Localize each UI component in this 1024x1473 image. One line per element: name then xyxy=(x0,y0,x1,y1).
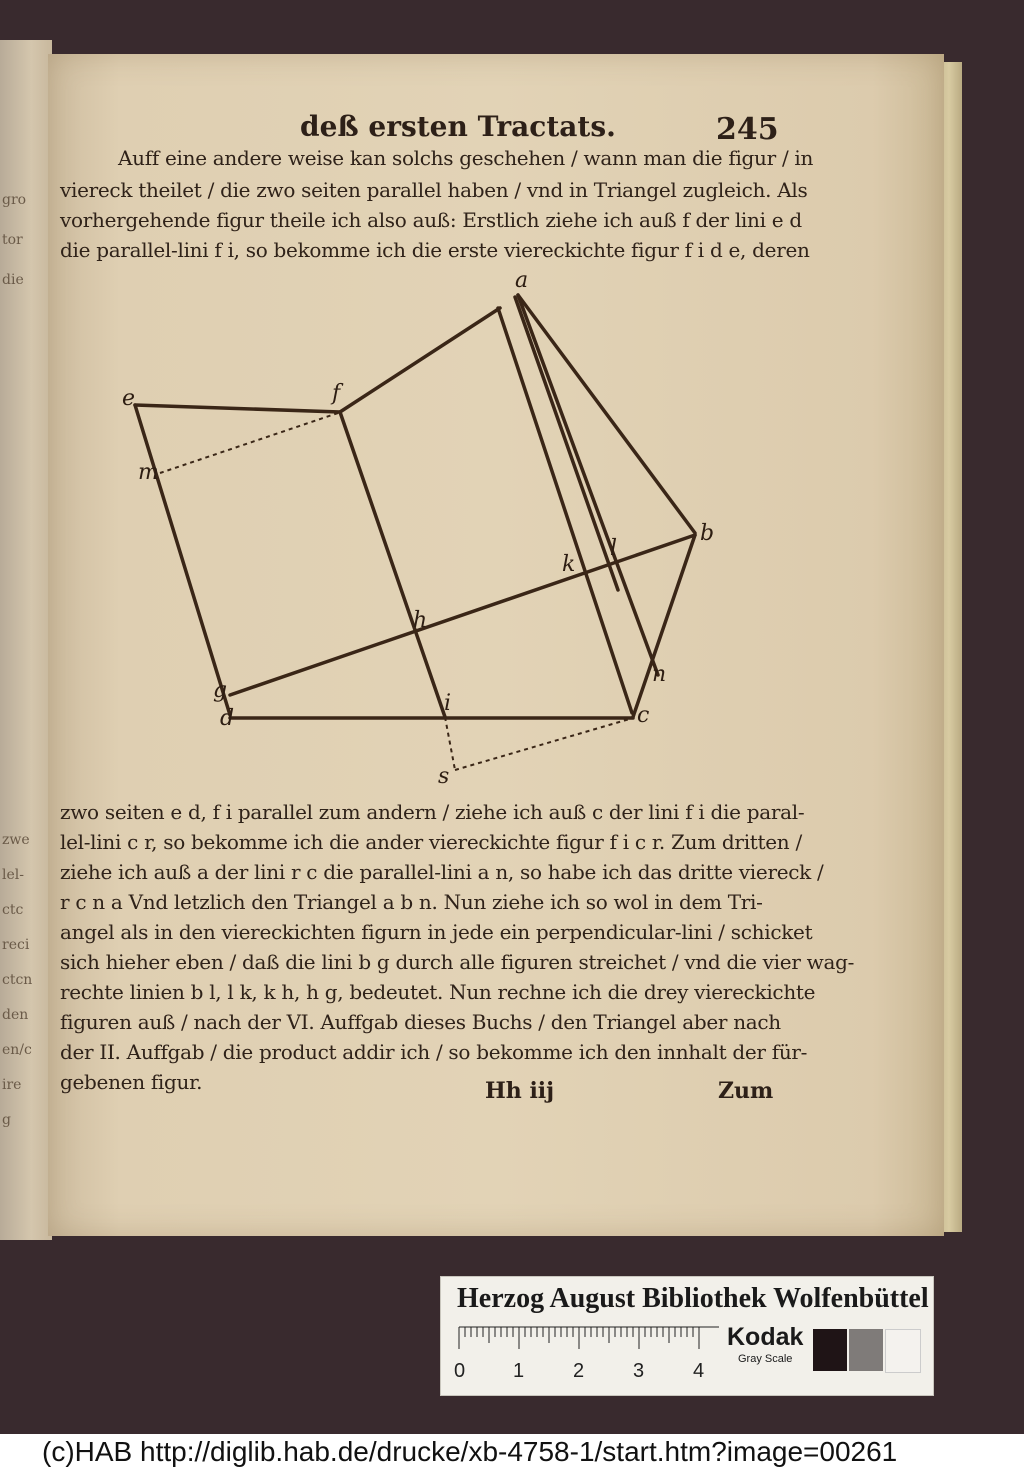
left-page-edge xyxy=(0,40,52,1240)
figure-label-i: i xyxy=(444,691,452,716)
figure-label-l: l xyxy=(610,536,618,561)
left-page-fragment: g xyxy=(2,1112,11,1128)
ruler-number: 1 xyxy=(513,1360,525,1382)
figure-label-g: g xyxy=(213,678,228,703)
figure-line-r-c xyxy=(498,308,632,713)
ruler-scale xyxy=(454,1325,725,1385)
figure-label-m: m xyxy=(138,460,159,485)
left-page-fragment: gro xyxy=(2,192,27,208)
text-line: figuren auß / nach der VI. Auffgab dieses Buchs / den Triangel aber nach xyxy=(60,1010,781,1034)
figure-label-a: a xyxy=(515,268,529,293)
catchword: Zum xyxy=(718,1078,774,1104)
text-line: r c n a Vnd letzlich den Triangel a b n. Nun ziehe ich so wol in dem Tri- xyxy=(60,890,763,914)
kodak-brand: Kodak xyxy=(727,1323,804,1351)
figure-label-f: f xyxy=(332,381,341,406)
figure-dashed-s-c xyxy=(455,718,633,770)
figure-line-a-n xyxy=(518,295,658,675)
copyright-footer xyxy=(0,1434,1024,1473)
left-page-fragment: tor xyxy=(2,232,23,248)
text-line: die parallel-lini f i, so bekomme ich die erste viereckichte figur f i d e, deren xyxy=(60,238,810,262)
gray-swatch-mid xyxy=(849,1329,883,1371)
left-page-fragment: en/c xyxy=(2,1042,32,1058)
text-line: lel-lini c r, so bekomme ich die ander viereckichte figur f i c r. Zum dritten / xyxy=(60,830,802,854)
figure-line-b-c xyxy=(633,535,695,717)
figure-line-b-g xyxy=(230,535,695,695)
left-page-fragment: die xyxy=(2,272,24,288)
figure-line-a-l xyxy=(515,297,618,590)
figure-dashed-f-m xyxy=(160,413,338,473)
figure-line-f-top xyxy=(340,308,500,412)
left-page-fragment: lel- xyxy=(2,867,24,883)
ruler-number: 2 xyxy=(573,1360,585,1382)
text-line: zwo seiten e d, f i parallel zum andern / ziehe ich auß c der lini f i die paral- xyxy=(60,800,805,824)
gray-scale-label: Gray Scale xyxy=(738,1353,793,1365)
figure-dashed-i-s xyxy=(445,717,455,770)
figure-line-f-i xyxy=(340,412,445,717)
figure-label-e: e xyxy=(122,386,136,411)
figure-label-k: k xyxy=(562,552,576,577)
figure-label-s: s xyxy=(438,764,450,789)
figure-line-e-f xyxy=(135,405,340,412)
text-line: rechte linien b l, l k, k h, h g, bedeutet. Nun rechne ich die drey viereckichte xyxy=(60,980,816,1004)
geometric-figure xyxy=(110,265,770,795)
text-line: vorhergehende figur theile ich also auß: Erstlich ziehe ich auß f der lini e d xyxy=(60,208,802,232)
left-page-fragment: ctcn xyxy=(2,972,33,988)
left-page-fragment: reci xyxy=(2,937,30,953)
figure-label-h: h xyxy=(413,608,428,633)
gray-swatch-dark xyxy=(813,1329,847,1371)
signature-mark: Hh iij xyxy=(485,1078,555,1104)
left-page-fragment: ire xyxy=(2,1077,22,1093)
figure-label-b: b xyxy=(700,521,715,546)
text-line: viereck theilet / die zwo seiten parallel haben / vnd in Triangel zugleich. Als xyxy=(60,178,808,202)
text-line: ziehe ich auß a der lini r c die parallel-lini a n, so habe ich das dritte viereck / xyxy=(60,860,824,884)
text-line: Auff eine andere weise kan solchs geschehen / wann man die figur / in xyxy=(118,146,814,170)
left-page-fragment: den xyxy=(2,1007,29,1023)
institution-name: Herzog August Bibliothek Wolfenbüttel xyxy=(457,1283,929,1314)
ruler-number: 0 xyxy=(454,1360,466,1382)
figure-label-n: n xyxy=(652,662,667,687)
gray-swatch-light xyxy=(885,1329,921,1373)
figure-line-e-d xyxy=(135,405,230,715)
text-line: angel als in den viereckichten figurn in jede ein perpendicular-lini / schicket xyxy=(60,920,813,944)
page-number: 245 xyxy=(716,112,779,147)
text-line: gebenen figur. xyxy=(60,1070,203,1094)
footer-url-text: (c)HAB http://diglib.hab.de/drucke/xb-4758-1/start.htm?image=00261 xyxy=(42,1436,898,1467)
running-head: deß ersten Tractats. xyxy=(300,110,616,143)
left-page-fragment: zwe xyxy=(2,832,30,848)
figure-label-c: c xyxy=(637,703,650,728)
figure-line-a-b xyxy=(518,295,695,533)
figure-label-d: d xyxy=(220,706,235,731)
library-color-card xyxy=(440,1276,934,1396)
ruler-number: 4 xyxy=(693,1360,705,1382)
text-line: sich hieher eben / daß die lini b g durch alle figuren streichet / vnd die vier wag- xyxy=(60,950,855,974)
ruler-number: 3 xyxy=(633,1360,645,1382)
text-line: der II. Auffgab / die product addir ich / so bekomme ich den innhalt der für- xyxy=(60,1040,808,1064)
left-page-fragment: ctc xyxy=(2,902,24,918)
